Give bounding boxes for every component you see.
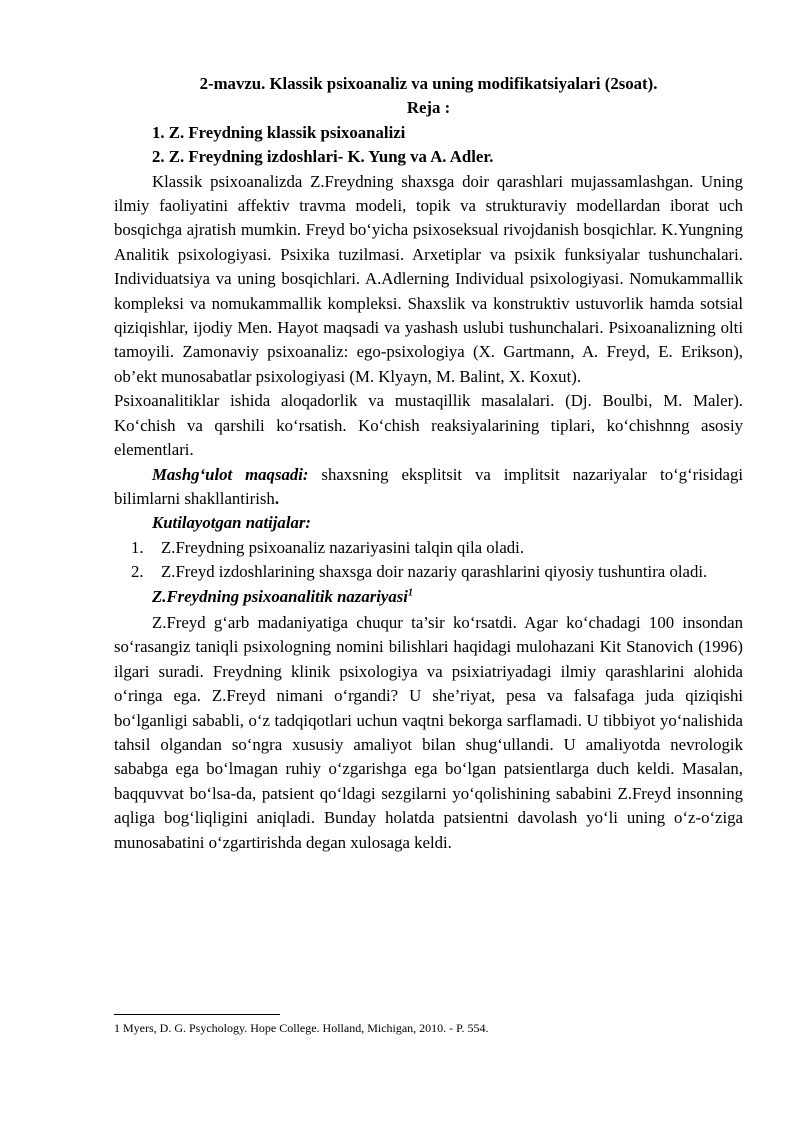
list-item-text: Z.Freydning psixoanaliz nazariyasini talqin qila oladi.	[161, 537, 525, 557]
section-heading-text: Z.Freydning psixoanalitik nazariyasi	[152, 586, 408, 606]
plan-item-2: 2. Z. Freydning izdoshlari- K. Yung va A. Adler.	[152, 147, 494, 167]
document-title: 2-mavzu. Klassik psixoanaliz va uning modifikatsiyalari (2soat).	[199, 74, 658, 93]
footnote-divider	[114, 1014, 280, 1015]
goal-end: .	[274, 488, 280, 508]
plan-item-1: 1. Z. Freydning klassik psixoanalizi	[152, 122, 406, 142]
footnote-reference[interactable]: 1	[407, 586, 413, 598]
goal-label: Mashg‘ulot maqsadi:	[152, 464, 309, 484]
intro-paragraph-continued: Psixoanalitiklar ishida aloqadorlik va mustaqillik masalalari. (Dj. Boulbi, M. Maler). Ko‘chish va qarshili ko‘rsatish. Ko‘chish reaksiyalarining tiplari, ko‘chishnng asosiy elementlari.	[114, 391, 743, 460]
list-item	[114, 560, 743, 584]
footnote: 1 Myers, D. G. Psychology. Hope College. Holland, Michigan, 2010. - P. 554.	[114, 1021, 489, 1035]
plan-label: Reja :	[406, 98, 451, 118]
goal-text: shaxsning eksplitsit va implitsit nazariyalar to‘g‘risidagi bilimlarni shakllantirish	[114, 464, 743, 508]
intro-paragraph: Klassik psixoanalizda Z.Freydning shaxsga doir qarashlari mujassamlashgan. Uning ilmiy faoliyatini affektiv travma modeli, topik va strukturaviy modellardan iborat uch bosqichga ajratish mumkin. Freyd bo‘yicha psixoseksual rivojdanish bosqichlar. K.Yungning Analitik psixologiyasi. Psixika tuzilmasi. Arxetiplar va psixik funksiyalar tushunchalari. Individuatsiya va uning bosqichlari. A.Adlerning Individual psixologiyasi. Nomukammallik kompleksi va nomukammallik kompleksi. Shaxslik va konstruktiv ustuvorlik hamda sotsial qiziqishlar, ijodiy Men. Hayot maqsadi va yashash uslubi tushunchalari. Psixoanalizning olti tamoyili. Zamonaviy psixoanaliz: ego-psixologiya (X. Gartmann, A. Freyd, E. Erikson), ob’ekt munosabatlar psixologiyasi (M. Klyayn, M. Balint, X. Koxut).	[114, 171, 743, 386]
document-body	[114, 72, 743, 855]
list-item	[114, 536, 743, 560]
outcomes-heading: Kutilayotgan natijalar:	[152, 513, 311, 533]
list-item-text: Z.Freyd izdoshlarining shaxsga doir nazariy qarashlarini qiyosiy tushuntira oladi.	[161, 562, 708, 582]
section-heading	[114, 585, 743, 609]
section-paragraph: Z.Freyd g‘arb madaniyatiga chuqur ta’sir ko‘rsatdi. Agar ko‘chadagi 100 insondan so‘rasangiz taniqli psixologning nomini bilishlari haqidagi mulohazani Kit Stanovich (1996) ilgari suradi. Freydning klinik psixologiya va psixiatriyadagi ilmiy qarashlarini alohida o‘ringa ega. Z.Freyd nimani o‘rgandi? U she’riyat, pesa va falsafaga juda qiziqishi bo‘lganligi sababli, o‘z tadqiqotlari uchun vaqtni bekorga sarflamadi. U tibbiyot yo‘nalishida tahsil olgandan so‘ngra xususiy amaliyot bilan shug‘ullandi. U amaliyotda nevrologik sababga ega bo‘lmagan ruhiy o‘zgarishga ega bo‘lgan patsientlarga duch keldi. Masalan, baqquvvat bo‘lsa-da, patsient qo‘ldagi sezgilarni yo‘qolishining sababini Z.Freyd insonning aqliga bog‘liqligini aniqladi. Bunday holatda patsientni davolash yo‘li uning o‘z-o‘ziga munosabatini o‘zgartirishda degan xulosaga keldi.	[114, 612, 743, 852]
list-item-number: 2.	[131, 562, 144, 582]
outcomes-list	[114, 536, 743, 585]
list-item-number: 1.	[131, 537, 144, 557]
goal-paragraph	[114, 463, 743, 512]
